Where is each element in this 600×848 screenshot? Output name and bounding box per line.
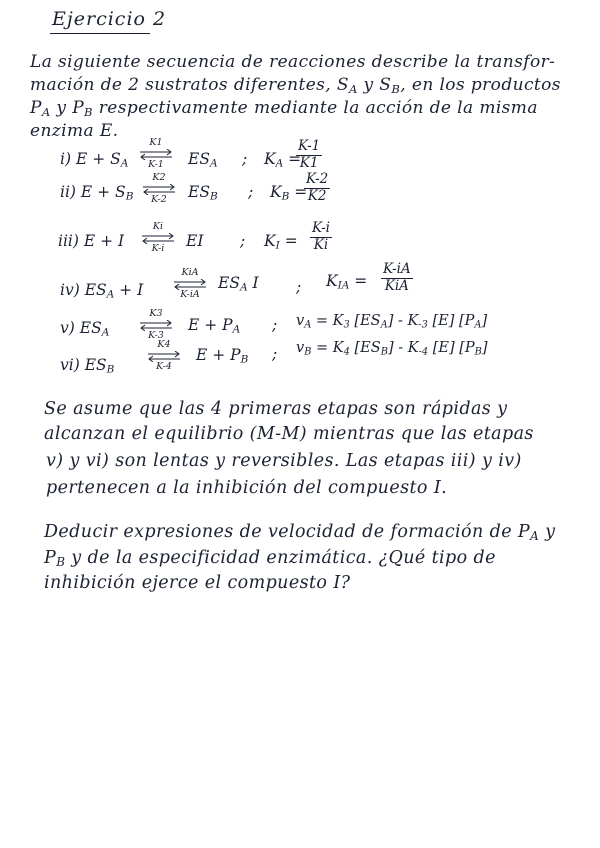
assumption-line-4: pertenecen a la inhibición del compuesto I. <box>46 478 448 498</box>
equilibrium-arrow-icon: K2 K-2 <box>141 173 177 206</box>
intro-line-4: enzima E. <box>30 121 119 141</box>
fraction: $\frac{K-2}{K2}$ <box>306 171 329 204</box>
intro-line-3: $P_A$ y $P_B$ respectivamente mediante la acción de la misma <box>30 98 538 119</box>
rate-equation: $v_B = K_4$ $[ES_B] - K_{-4}$ [E] $[P_B]$ <box>296 340 488 358</box>
intro-line-2: mación de 2 sustratos diferentes, $S_A$ y $S_B$, en los productos <box>30 75 561 96</box>
intro-line-1: La siguiente secuencia de reacciones describe la transfor- <box>30 52 556 72</box>
equilibrium-arrow-icon: K1 K-1 <box>138 138 174 171</box>
equilibrium-arrow-icon: Ki K-i <box>140 222 176 255</box>
question-line-2: $P_B$ y de la especificidad enzimática. ¿Qué tipo de <box>44 548 496 569</box>
question-line-3: inhibición ejerce el compuesto I? <box>44 573 351 593</box>
question-line-1: Deducir expresiones de velocidad de formación de $P_A$ y <box>44 522 556 543</box>
assumption-line-1: Se asume que las 4 primeras etapas son rápidas y <box>44 399 508 419</box>
assumption-line-3: v) y vi) son lentas y reversibles. Las etapas iii) y iv) <box>46 451 522 471</box>
fraction: K-iA KiA <box>383 261 411 294</box>
equilibrium-arrow-icon: KiA K-iA <box>172 268 208 301</box>
title-underline <box>50 33 150 34</box>
equilibrium-arrow-icon: K3 K-3 <box>138 309 174 342</box>
exercise-title: Ejercicio 2 <box>52 8 167 30</box>
equilibrium-arrow-icon: K4 K-4 <box>146 340 182 373</box>
assumption-line-2: alcanzan el equilibrio (M-M) mientras que las etapas <box>44 424 534 444</box>
fraction: $\frac{K-1}{K1}$ <box>298 138 321 171</box>
handwritten-page: Ejercicio 2 La siguiente secuencia de reacciones describe la transfor- mación de 2 sustratos diferentes, $S_A$ y $S_B$, en los productos $P_A$ y $P_B$ respectivamente mediante la acción de la misma enzima E. i) $E + S_A$ K1 K-1 $ES_A$ ; $K_A$ = $\frac{K-1}{K1}$ ii) $E + S_B$ K2 K-2 $ES_B$ ; $K_B$ = $\frac{K-2}{K2}$ iii) E + I Ki K-i EI ; $K_I$ = $\frac{K-i}{Ki}$ iv) $ES_A + I$ KiA K-iA $ES_A$ I ; $K_{IA}$ = K-iA KiA v) $ES_A$ K3 K-3 $E + P_A$ ; $v_A = K_3$ $[ES_A] - K_{-3}$ [E] $[P_A]$ vi) $ES_B$ K4 K-4 $E + P_B$ ; $v_B = K_4$ $[ES_B] - K_{-4}$ [E] $[P_B]$ Se asume que las 4 primeras etapas son rápidas y alcanzan el equilibrio (M-M) mientras que las etapas v) y vi) son lentas y reversibles. Las etapas iii) y iv) pertenecen a la inhibición del compuesto I. Deducir expresiones de velocidad de formación de $P_A$ y $P_B$ y de la especificidad enzimática. ¿Qué tipo de inhibición ejerce el compuesto I? <box>30 8 561 593</box>
rate-equation: $v_A = K_3$ $[ES_A] - K_{-3}$ [E] $[P_A]$ <box>296 313 488 331</box>
fraction: $\frac{K-i}{Ki}$ <box>312 220 330 253</box>
